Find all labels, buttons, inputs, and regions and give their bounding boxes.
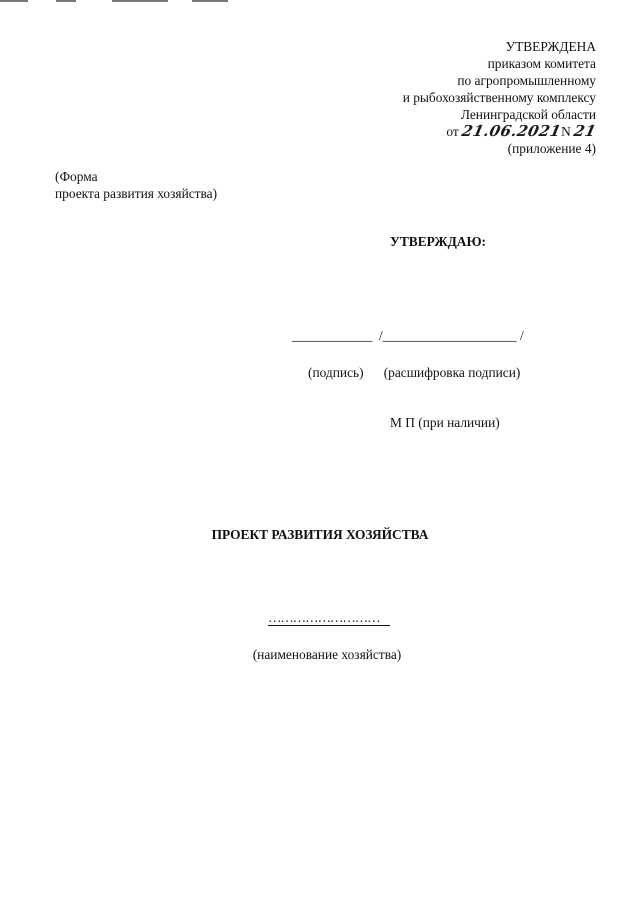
scan-artifact-mark xyxy=(112,0,168,2)
scan-artifact-mark xyxy=(56,0,76,2)
signature-decoding-caption: (расшифровка подписи) xyxy=(383,365,521,380)
farm-name-placeholder: ……………………… xyxy=(268,610,380,625)
approval-title: УТВЕРЖДЕНА xyxy=(505,39,596,54)
document-title: ПРОЕКТ РАЗВИТИЯ ХОЗЯЙСТВА xyxy=(211,527,429,542)
approval-block xyxy=(402,38,599,157)
farm-name-underline xyxy=(268,625,390,626)
approval-date-line xyxy=(403,122,599,140)
signature-lines: ____________ /____________________ / xyxy=(292,328,524,343)
signature-captions xyxy=(308,365,520,381)
form-note-line2: проекта развития хозяйства) xyxy=(55,186,218,201)
approval-region-line: Ленинградской области xyxy=(460,107,596,122)
date-prefix: от xyxy=(446,124,459,139)
appendix-label: (приложение 4) xyxy=(507,141,596,156)
approval-order-line: приказом комитета xyxy=(487,56,596,71)
approve-heading: УТВЕРЖДАЮ: xyxy=(390,234,486,249)
signature-caption: (подпись) xyxy=(308,365,364,380)
handwritten-date: 21.06.2021 xyxy=(460,122,564,140)
scan-artifact-mark xyxy=(192,0,228,2)
farm-name-caption: (наименование хозяйства) xyxy=(252,647,402,662)
handwritten-number: 21 xyxy=(572,122,599,140)
number-sign: N xyxy=(561,124,571,139)
approval-complex-line: и рыбохозяйственному комплексу xyxy=(402,90,596,105)
scan-artifact-mark xyxy=(0,0,28,2)
form-note xyxy=(55,168,217,202)
form-note-line1: (Форма xyxy=(55,169,98,184)
approval-committee-line: по агропромышленному xyxy=(457,73,596,88)
stamp-note: М П (при наличии) xyxy=(390,415,500,430)
